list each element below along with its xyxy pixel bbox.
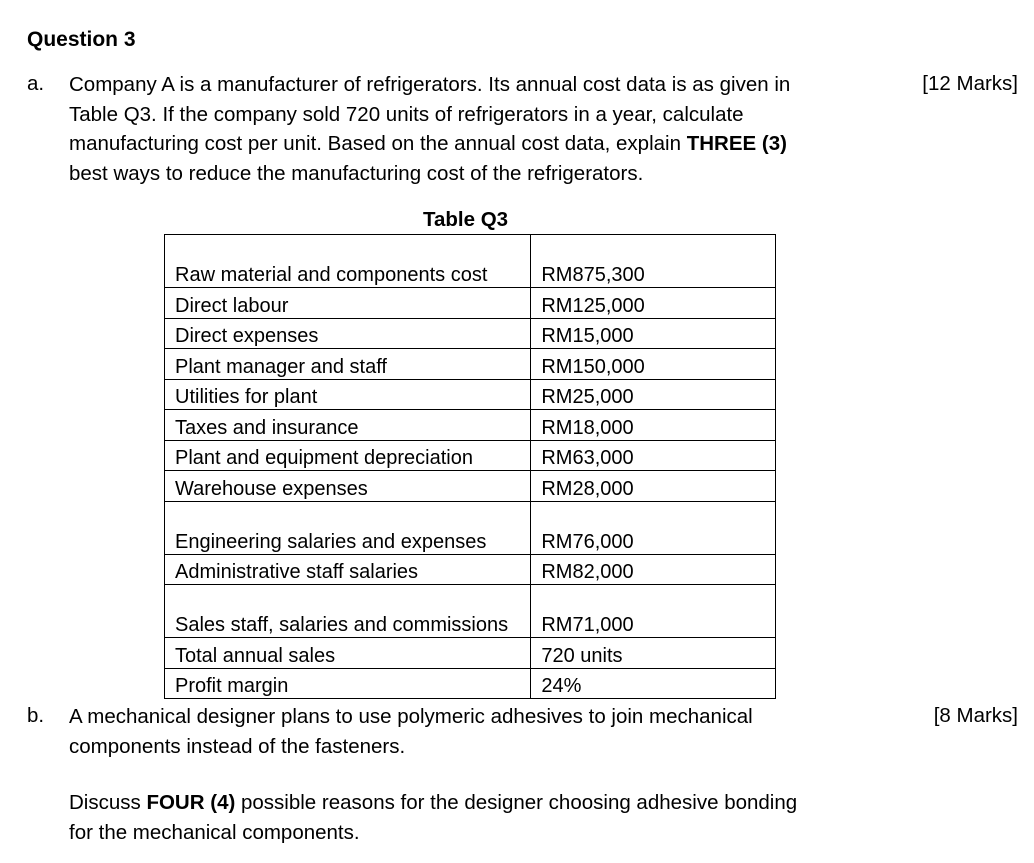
table-cell-value: RM28,000: [531, 471, 776, 502]
discuss-rest: possible reasons for the designer choosing adhesive bonding: [241, 791, 798, 814]
part-a-emphasis: THREE (3): [686, 132, 787, 155]
table-cell-item: Administrative staff salaries: [165, 554, 531, 585]
table-cell-value: RM71,000: [531, 585, 776, 638]
table-cell-item: Total annual sales: [165, 638, 531, 669]
discuss-prefix: Discuss: [69, 791, 141, 814]
table-cell-value: 720 units: [531, 638, 776, 669]
table-row: [165, 440, 776, 471]
table-cell-item: Engineering salaries and expenses: [165, 501, 531, 554]
table-cell-value: RM15,000: [531, 318, 776, 349]
part-a-line-1: Company A is a manufacturer of refrigerators. Its annual cost data is as given in: [69, 73, 791, 96]
table-cell-item: Profit margin: [165, 668, 531, 699]
table-row: [165, 349, 776, 380]
table-cell-item: Utilities for plant: [165, 379, 531, 410]
table-cell-item: Direct expenses: [165, 318, 531, 349]
table-cell-value: RM82,000: [531, 554, 776, 585]
table-row: [165, 501, 776, 554]
discuss-emphasis: FOUR (4): [146, 791, 236, 814]
question-title: Question 3: [27, 28, 136, 51]
table-cell-item: Plant and equipment depreciation: [165, 440, 531, 471]
table-row: [165, 235, 776, 288]
table-cell-value: RM125,000: [531, 288, 776, 319]
table-cell-value: RM150,000: [531, 349, 776, 380]
part-a-marks: [12 Marks]: [922, 72, 1018, 95]
part-a-line-3: [69, 129, 872, 159]
part-a-line-3-text: manufacturing cost per unit. Based on the annual cost data, explain: [69, 132, 681, 155]
part-b-discuss-line-2: for the mechanical components.: [69, 820, 360, 844]
table-row: [165, 471, 776, 502]
part-a-line-2: Table Q3. If the company sold 720 units of refrigerators in a year, calculate: [69, 102, 744, 126]
table-row: [165, 638, 776, 669]
table-row: [165, 585, 776, 638]
table-cell-item: Taxes and insurance: [165, 410, 531, 441]
part-a-text: [69, 70, 872, 188]
table-caption: Table Q3: [423, 208, 509, 231]
part-b-discuss-line-1: [69, 788, 872, 818]
part-b-marks: [8 Marks]: [933, 704, 1018, 727]
table-row: [165, 668, 776, 699]
table-row: [165, 318, 776, 349]
table-row: [165, 554, 776, 585]
table-cell-item: Raw material and components cost: [165, 235, 531, 288]
part-a-label: a.: [27, 72, 45, 95]
table-cell-value: RM18,000: [531, 410, 776, 441]
table-cell-value: RM76,000: [531, 501, 776, 554]
table-row: [165, 410, 776, 441]
table-cell-value: 24%: [531, 668, 776, 699]
part-b-discuss: [69, 788, 872, 847]
part-a-line-4: best ways to reduce the manufacturing cost of the refrigerators.: [69, 161, 644, 185]
table-cell-value: RM25,000: [531, 379, 776, 410]
part-b-text: [69, 702, 872, 761]
table-row: [165, 288, 776, 319]
table-cell-value: RM875,300: [531, 235, 776, 288]
table-cell-item: Plant manager and staff: [165, 349, 531, 380]
table-cell-item: Direct labour: [165, 288, 531, 319]
table-cell-item: Warehouse expenses: [165, 471, 531, 502]
table-cell-value: RM63,000: [531, 440, 776, 471]
table-row: [165, 379, 776, 410]
part-b-line-2: components instead of the fasteners.: [69, 734, 406, 758]
cost-table: [164, 234, 776, 699]
table-cell-item: Sales staff, salaries and commissions: [165, 585, 531, 638]
part-b-label: b.: [27, 704, 45, 727]
part-b-line-1: A mechanical designer plans to use polymeric adhesives to join mechanical: [69, 705, 753, 728]
